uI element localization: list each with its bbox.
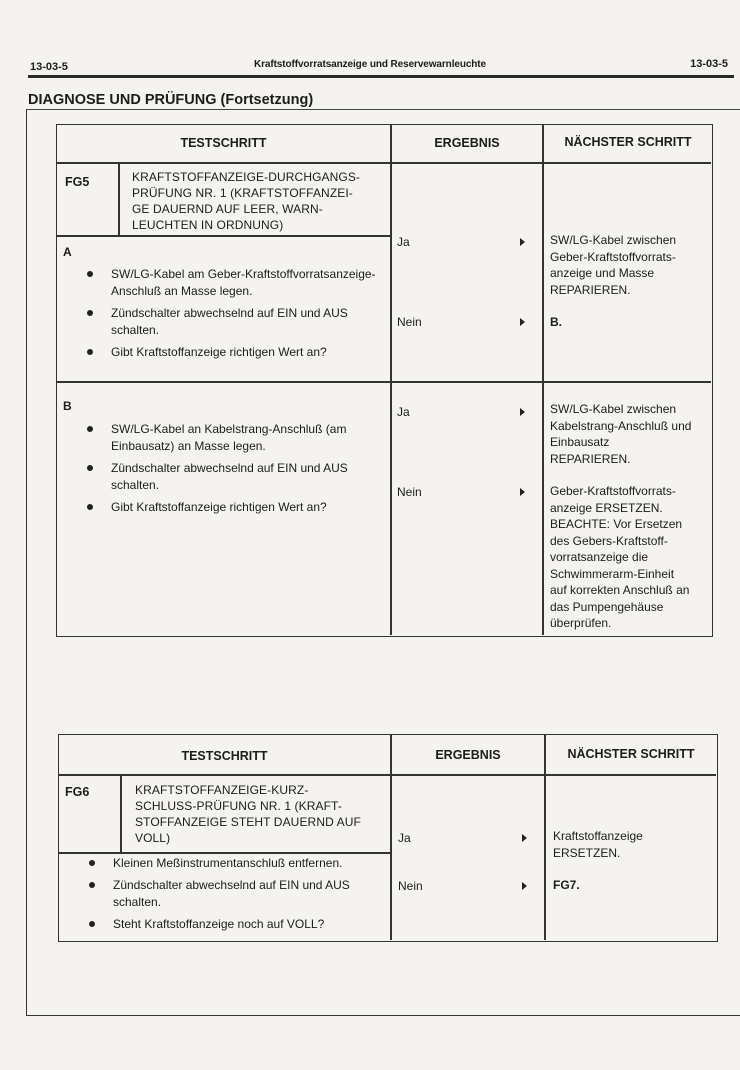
result-ja: Ja: [397, 235, 410, 249]
fg6-bullets: [113, 855, 388, 938]
bullet-item: Zündschalter abwechselnd auf EIN und AUS schalten.: [111, 305, 386, 339]
triangle-right-icon: [520, 408, 525, 416]
substep-label-a: A: [63, 245, 72, 259]
next-line: Kabelstrang-Anschluß und: [550, 418, 692, 433]
step-title-line: PRÜFUNG NR. 1 (KRAFTSTOFFANZEI-: [132, 186, 353, 200]
next-step-a-ja: [550, 232, 710, 298]
bullet-item: Steht Kraftstoffanzeige noch auf VOLL?: [113, 916, 388, 933]
bullet-dot-icon: [87, 349, 93, 355]
next-line: ERSETZEN.: [553, 845, 621, 860]
bullet-dot-icon: [87, 465, 93, 471]
next-line: SW/LG-Kabel zwischen: [550, 402, 677, 416]
bullet-item: Gibt Kraftstoffanzeige richtigen Wert an?: [111, 344, 386, 361]
step-title-line: KRAFTSTOFFANZEIGE-DURCHGANGS-: [132, 170, 361, 184]
step-id: FG6: [65, 785, 90, 799]
next-line: überprüfen.: [550, 616, 612, 630]
page-number-right: 13-03-5: [690, 58, 728, 70]
col-header-testschritt: TESTSCHRITT: [180, 136, 267, 150]
step-title-divider: [59, 852, 391, 854]
next-line: vorratsanzeige die: [550, 550, 649, 564]
triangle-right-icon: [522, 882, 527, 890]
col-header-ergebnis: ERGEBNIS: [435, 748, 501, 762]
next-line: Geber-Kraftstoffvorrats-: [550, 249, 676, 264]
step-title: [135, 782, 389, 846]
step-title-line: STOFFANZEIGE STEHT DAUERND AUF: [135, 815, 361, 829]
test-table-fg6: [58, 734, 718, 942]
next-line: Geber-Kraftstoffvorrats-: [550, 484, 676, 498]
col-header-ergebnis: ERGEBNIS: [434, 136, 500, 150]
col-divider: [542, 125, 544, 635]
col-header-testschritt: TESTSCHRITT: [181, 749, 268, 763]
next-step-b-nein: [550, 483, 715, 632]
step-title-line: LEUCHTEN IN ORDNUNG): [132, 218, 284, 232]
col-header-naechster-schritt: NÄCHSTER SCHRITT: [564, 135, 692, 149]
bullet-item: SW/LG-Kabel am Geber-Kraftstoffvorratsanzeige-Anschluß an Masse legen.: [111, 266, 386, 300]
next-line: BEACHTE: Vor Ersetzen: [550, 517, 683, 531]
result-nein: Nein: [398, 879, 423, 893]
result-ja: Ja: [398, 831, 411, 845]
next-step-b-ja: [550, 401, 712, 467]
next-step-fg6-nein: FG7.: [553, 878, 580, 892]
next-step-fg6-ja: [553, 828, 713, 861]
next-line: REPARIEREN.: [550, 451, 631, 466]
bullet-item: Kleinen Meßinstrumentanschluß entfernen.: [113, 855, 388, 872]
next-line: Schwimmerarm-Einheit: [550, 566, 675, 581]
result-nein: Nein: [397, 315, 422, 329]
page-number-left: 13-03-5: [30, 61, 68, 73]
triangle-right-icon: [522, 834, 527, 842]
step-title-line: SCHLUSS-PRÜFUNG NR. 1 (KRAFT-: [135, 799, 342, 813]
bullet-item: Zündschalter abwechselnd auf EIN und AUS schalten.: [113, 877, 388, 911]
bullet-item: Zündschalter abwechselnd auf EIN und AUS schalten.: [111, 460, 386, 494]
next-line: SW/LG-Kabel zwischen: [550, 233, 677, 247]
step-title: [132, 169, 387, 233]
bullet-item: SW/LG-Kabel an Kabelstrang-Anschluß (am Einbausatz) an Masse legen.: [111, 421, 386, 455]
next-line: des Gebers-Kraftstoff-: [550, 533, 668, 548]
step-id-divider: [118, 163, 120, 235]
section-title: DIAGNOSE UND PRÜFUNG (Fortsetzung): [28, 92, 314, 108]
test-table-fg5: [56, 124, 713, 637]
header-divider: [59, 774, 716, 776]
next-line: Einbausatz: [550, 435, 610, 449]
bullet-dot-icon: [87, 271, 93, 277]
next-line: REPARIEREN.: [550, 282, 631, 297]
step-title-line: VOLL): [135, 831, 171, 845]
result-ja: Ja: [397, 405, 410, 419]
triangle-right-icon: [520, 238, 525, 246]
triangle-right-icon: [520, 318, 525, 326]
bullet-dot-icon: [87, 504, 93, 510]
triangle-right-icon: [520, 488, 525, 496]
col-divider: [390, 125, 392, 635]
next-line: anzeige ERSETZEN.: [550, 500, 663, 515]
step-title-divider: [57, 235, 391, 237]
bullet-dot-icon: [89, 921, 95, 927]
next-line: anzeige und Masse: [550, 266, 655, 280]
substep-label-b: B: [63, 399, 72, 413]
substep-a-bullets: [111, 266, 386, 366]
step-title-line: GE DAUERND AUF LEER, WARN-: [132, 202, 323, 216]
header-rule: [28, 75, 734, 78]
chapter-title: Kraftstoffvorratsanzeige und Reservewarnleuchte: [253, 59, 487, 70]
header-divider: [57, 162, 711, 164]
step-title-line: KRAFTSTOFFANZEIGE-KURZ-: [135, 783, 309, 797]
col-header-naechster-schritt: NÄCHSTER SCHRITT: [567, 747, 695, 761]
next-line: auf korrekten Anschluß an: [550, 583, 690, 597]
bullet-dot-icon: [87, 426, 93, 432]
next-line: das Pumpengehäuse: [550, 599, 664, 614]
bullet-dot-icon: [89, 882, 95, 888]
bullet-dot-icon: [87, 310, 93, 316]
substep-divider: [57, 381, 711, 383]
next-step-a-nein: B.: [550, 315, 562, 329]
step-id-divider: [120, 776, 122, 852]
bullet-dot-icon: [89, 860, 95, 866]
result-nein: Nein: [397, 485, 422, 499]
step-id: FG5: [65, 175, 90, 189]
substep-b-bullets: [111, 421, 386, 521]
next-line: Kraftstoffanzeige: [553, 829, 643, 843]
bullet-item: Gibt Kraftstoffanzeige richtigen Wert an?: [111, 499, 386, 516]
